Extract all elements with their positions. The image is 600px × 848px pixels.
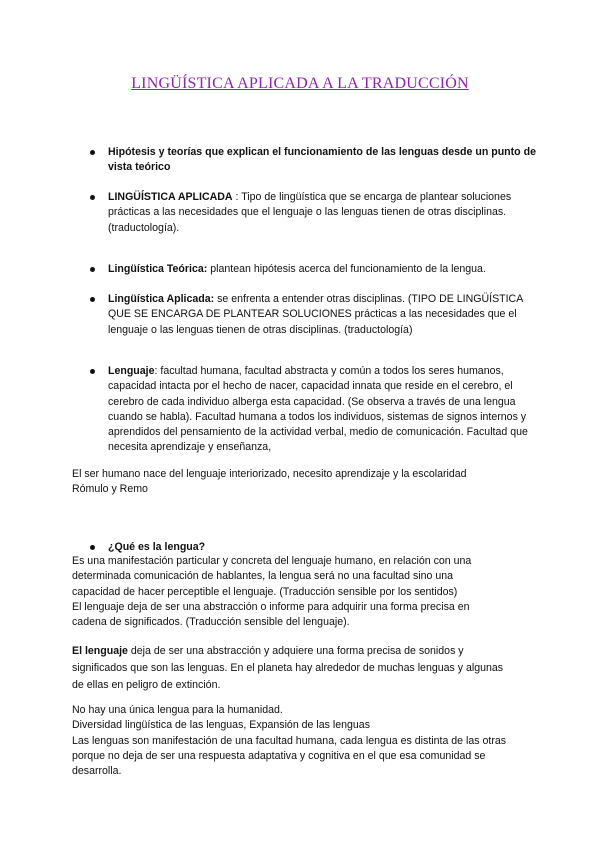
- paragraph-line: Las lenguas son manifestación de una facultad humana, cada lengua es distinta de las otras: [72, 734, 507, 747]
- definition-lenguaje: : facultad humana, facultad abstracta y común a todos los seres humanos, capacidad intacta por el hecho de nacer, capacidad innata que reside en el cerebro, el cerebro de cada individuo alberga esta capacidad. (Se observa a través de una lengua cuando se habla). Facultad humana a todos los individuos, sistemas de signos internos y aprendidos del pensamiento de la actividad verbal, medio de comunicación. Facultad que necesita aprendizaje y enseñanza,: [108, 365, 528, 454]
- term-el-lenguaje: El lenguaje: [72, 645, 128, 657]
- document-title: LINGÜÍSTICA APLICADA A LA TRADUCCIÓN: [131, 75, 469, 92]
- heading-que-es-la-lengua: ¿Qué es la lengua?: [108, 541, 206, 553]
- paragraph-el-lenguaje: [72, 643, 542, 694]
- bullet-linguistica-teorica: [108, 262, 538, 277]
- paragraph-line: cadena de significados. (Traducción sensible del lenguaje).: [72, 616, 350, 629]
- paragraph-line: El lenguaje deja de ser una abstracción o informe para adquirir una forma precisa en: [72, 600, 470, 613]
- paragraph-line: desarrolla.: [72, 765, 122, 778]
- paragraph-line: Rómulo y Remo: [72, 483, 148, 496]
- paragraph-line: No hay una única lengua para la humanidad.: [72, 704, 283, 716]
- term-linguistica-aplicada-2: Lingüística Aplicada:: [108, 293, 215, 305]
- definition-linguistica-aplicada-2: se enfrenta a entender otras disciplinas. (TIPO DE LINGÜÍSTICA QUE SE ENCARGA DE PLANTEAR SOLUCIONES prácticas a las necesidades que el lenguaje o las lenguas tienen de otras disciplinas. (traductología): [108, 293, 523, 336]
- paragraph-line: determinada comunicación de hablantes, la lengua será no una facultad sino una: [72, 570, 454, 583]
- bullet-hipotesis: [108, 145, 538, 176]
- bullet-lenguaje: [108, 364, 538, 456]
- bullet-que-es-la-lengua: [108, 540, 538, 555]
- paragraph-line: porque no deja de ser una respuesta adaptativa y cognitiva en el que esa comunidad se: [72, 749, 486, 762]
- paragraph-line: El ser humano nace del lenguaje interiorizado, necesito aprendizaje y la escolaridad: [72, 468, 467, 480]
- paragraph-line: Diversidad lingüística de las lenguas, Expansión de las lenguas: [72, 719, 370, 732]
- paragraph-lengua-definicion: [72, 554, 542, 630]
- paragraph-line: deja de ser una abstracción y adquiere una forma precisa de sonidos y: [127, 645, 464, 657]
- bullet-linguistica-aplicada-2: [108, 292, 538, 338]
- term-linguistica-aplicada: LINGÜÍSTICA APLICADA: [108, 191, 233, 203]
- term-linguistica-teorica: Lingüística Teórica:: [108, 263, 208, 275]
- definition-linguistica-aplicada: : Tipo de lingüística que se encarga de plantear soluciones prácticas a las necesidades que el lenguaje o las lenguas tienen de otras disciplinas. (traductología).: [108, 191, 512, 234]
- paragraph-ser-humano: [72, 467, 542, 498]
- paragraph-line: de ellas en peligro de extinción.: [72, 679, 221, 691]
- bullet-hipotesis-text: Hipótesis y teorías que explican el funcionamiento de las lenguas desde un punto de vista teórico: [108, 146, 536, 174]
- paragraph-line: Es una manifestación particular y concreta del lenguaje humano, en relación con una: [72, 555, 472, 567]
- paragraph-line: significados que son las lenguas. En el planeta hay alrededor de muchas lenguas y algunas: [72, 662, 504, 674]
- paragraph-diversidad: [72, 703, 542, 779]
- bullet-linguistica-aplicada: [108, 190, 538, 236]
- definition-linguistica-teorica: plantean hipótesis acerca del funcionamiento de la lengua.: [207, 263, 486, 275]
- paragraph-line: capacidad de hacer perceptible el lenguaje. (Traducción sensible por los sentidos): [72, 585, 458, 598]
- term-lenguaje: Lenguaje: [108, 365, 155, 377]
